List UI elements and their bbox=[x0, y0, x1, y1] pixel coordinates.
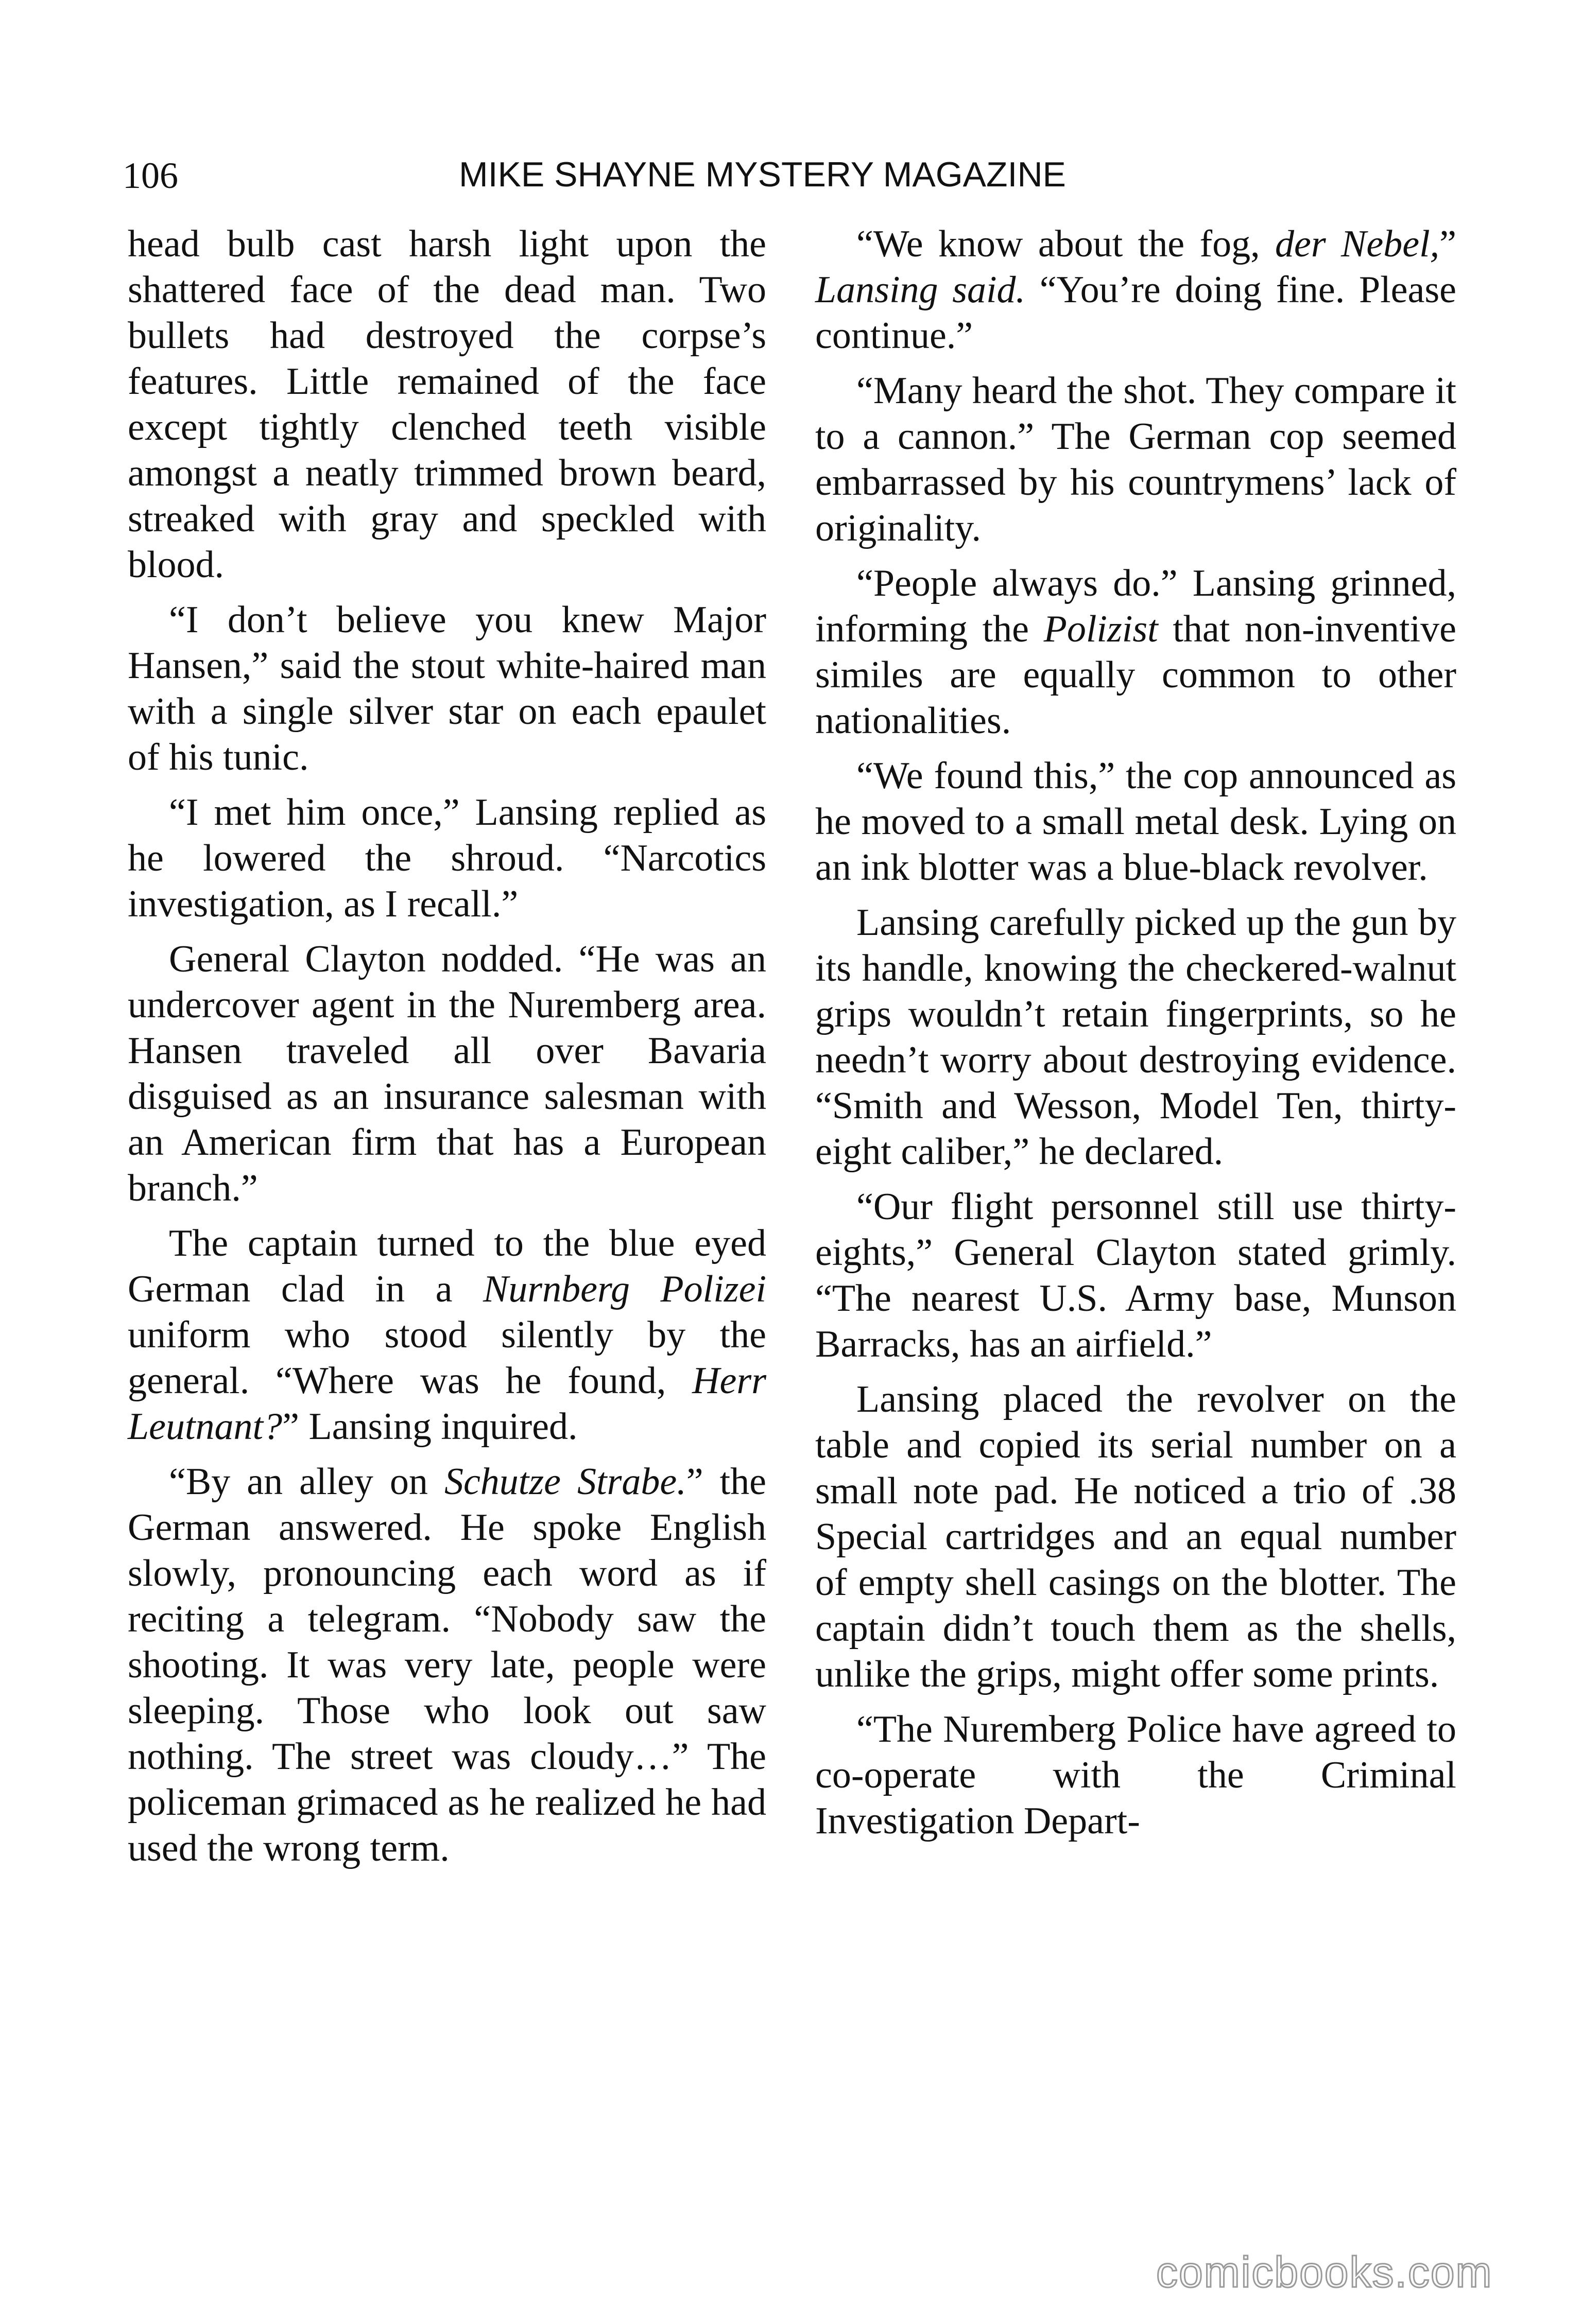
paragraph-text: “We know about the fog, bbox=[856, 223, 1275, 265]
paragraph bbox=[815, 753, 1456, 891]
paragraph bbox=[815, 221, 1456, 359]
paragraph-text: “The Nuremberg Police have agreed to co-operate with the Criminal Investigation Depart- bbox=[815, 1708, 1456, 1842]
paragraph-text: Lansing carefully picked up the gun by its handle, knowing the checkered-walnut grips wouldn’t retain fingerprints, so he needn’t worry about destroying evidence. “Smith and Wesson, Model Ten, thirty-eight caliber,” he declared. bbox=[815, 901, 1456, 1173]
paragraph-text: uniform who stood silently by the general. “Where was he found, bbox=[128, 1314, 766, 1402]
paragraph bbox=[815, 1184, 1456, 1367]
paragraph-text: The captain turned to the blue eyed German clad in a bbox=[128, 1222, 766, 1310]
paragraph-text: “People always do.” Lansing grinned, informing the bbox=[815, 562, 1456, 650]
paragraph-text: “You’re doing fine. Please continue.” bbox=[815, 269, 1456, 357]
paragraph bbox=[128, 936, 766, 1211]
paragraph bbox=[128, 1221, 766, 1450]
paragraph bbox=[815, 561, 1456, 744]
watermark: comicbooks.com bbox=[1156, 2248, 1493, 2296]
paragraph-text: “Our flight personnel still use thirty-eights,” General Clayton stated grimly. “The nearest U.S. Army base, Munson Barracks, has an airfield.” bbox=[815, 1186, 1456, 1365]
paragraph bbox=[128, 597, 766, 781]
paragraph-text: head bulb cast harsh light upon the shattered face of the dead man. Two bullets had destroyed the corpse’s features. Little remained of the face except tightly clenched teeth visible amongst a neatly trimmed brown beard, streaked with gray and speckled with blood. bbox=[128, 223, 766, 586]
page-header bbox=[123, 154, 1153, 206]
paragraph-text: ” the German answered. He spoke English slowly, pronouncing each word as if reciting a telegram. “Nobody saw the shooting. It was very late, people were sleeping. Those who look out saw nothing. The street was cloudy…” The policeman grimaced as he realized he had used the wrong term. bbox=[128, 1461, 767, 1869]
italic-text: Herr Leutnant? bbox=[128, 1360, 766, 1448]
left-text-column bbox=[128, 221, 766, 1881]
paragraph bbox=[128, 1459, 766, 1871]
page-number: 106 bbox=[123, 155, 178, 196]
paragraph bbox=[128, 221, 766, 588]
paragraph-text: “By an alley on bbox=[169, 1461, 444, 1503]
paragraph-text: that non-inventive similes are equally common to other nationalities. bbox=[815, 608, 1456, 742]
paragraph-text: ” bbox=[1439, 223, 1457, 265]
paragraph-text: ” Lansing inquired. bbox=[282, 1406, 578, 1448]
magazine-title: MIKE SHAYNE MYSTERY MAGAZINE bbox=[459, 155, 1066, 194]
italic-text: der Nebel, bbox=[1275, 223, 1440, 265]
paragraph-text: “Many heard the shot. They compare it to a cannon.” The German cop seemed embarrassed by his countrymens’ lack of originality. bbox=[815, 370, 1456, 549]
paragraph-text: “I met him once,” Lansing replied as he lowered the shroud. “Narcotics investigation, as I recall.” bbox=[128, 791, 766, 925]
paragraph-text: General Clayton nodded. “He was an undercover agent in the Nuremberg area. Hansen traveled all over Bavaria disguised as an insurance salesman with an American firm that has a European branch.” bbox=[128, 938, 766, 1209]
paragraph bbox=[815, 900, 1456, 1175]
italic-text: Nurnberg Polizei bbox=[483, 1268, 766, 1310]
italic-text: Polizist bbox=[1043, 608, 1158, 650]
paragraph-text: “We found this,” the cop announced as he moved to a small metal desk. Lying on an ink blotter was a blue-black revolver. bbox=[815, 755, 1456, 889]
paragraph-text: Lansing placed the revolver on the table and copied its serial number on a small note pad. He noticed a trio of .38 Special cartridges and an equal number of empty shell casings on the blotter. The captain didn’t touch them as the shells, unlike the grips, might offer some prints. bbox=[815, 1378, 1456, 1695]
paragraph bbox=[128, 790, 766, 927]
paragraph-text: “I don’t believe you knew Major Hansen,” said the stout white-haired man with a single silver star on each epaulet of his tunic. bbox=[128, 599, 766, 778]
paragraph bbox=[815, 368, 1456, 551]
right-text-column bbox=[815, 221, 1456, 1853]
italic-text: Lansing said. bbox=[815, 269, 1026, 311]
italic-text: Schutze Strabe. bbox=[444, 1461, 686, 1503]
paragraph bbox=[815, 1707, 1456, 1844]
paragraph bbox=[815, 1377, 1456, 1697]
